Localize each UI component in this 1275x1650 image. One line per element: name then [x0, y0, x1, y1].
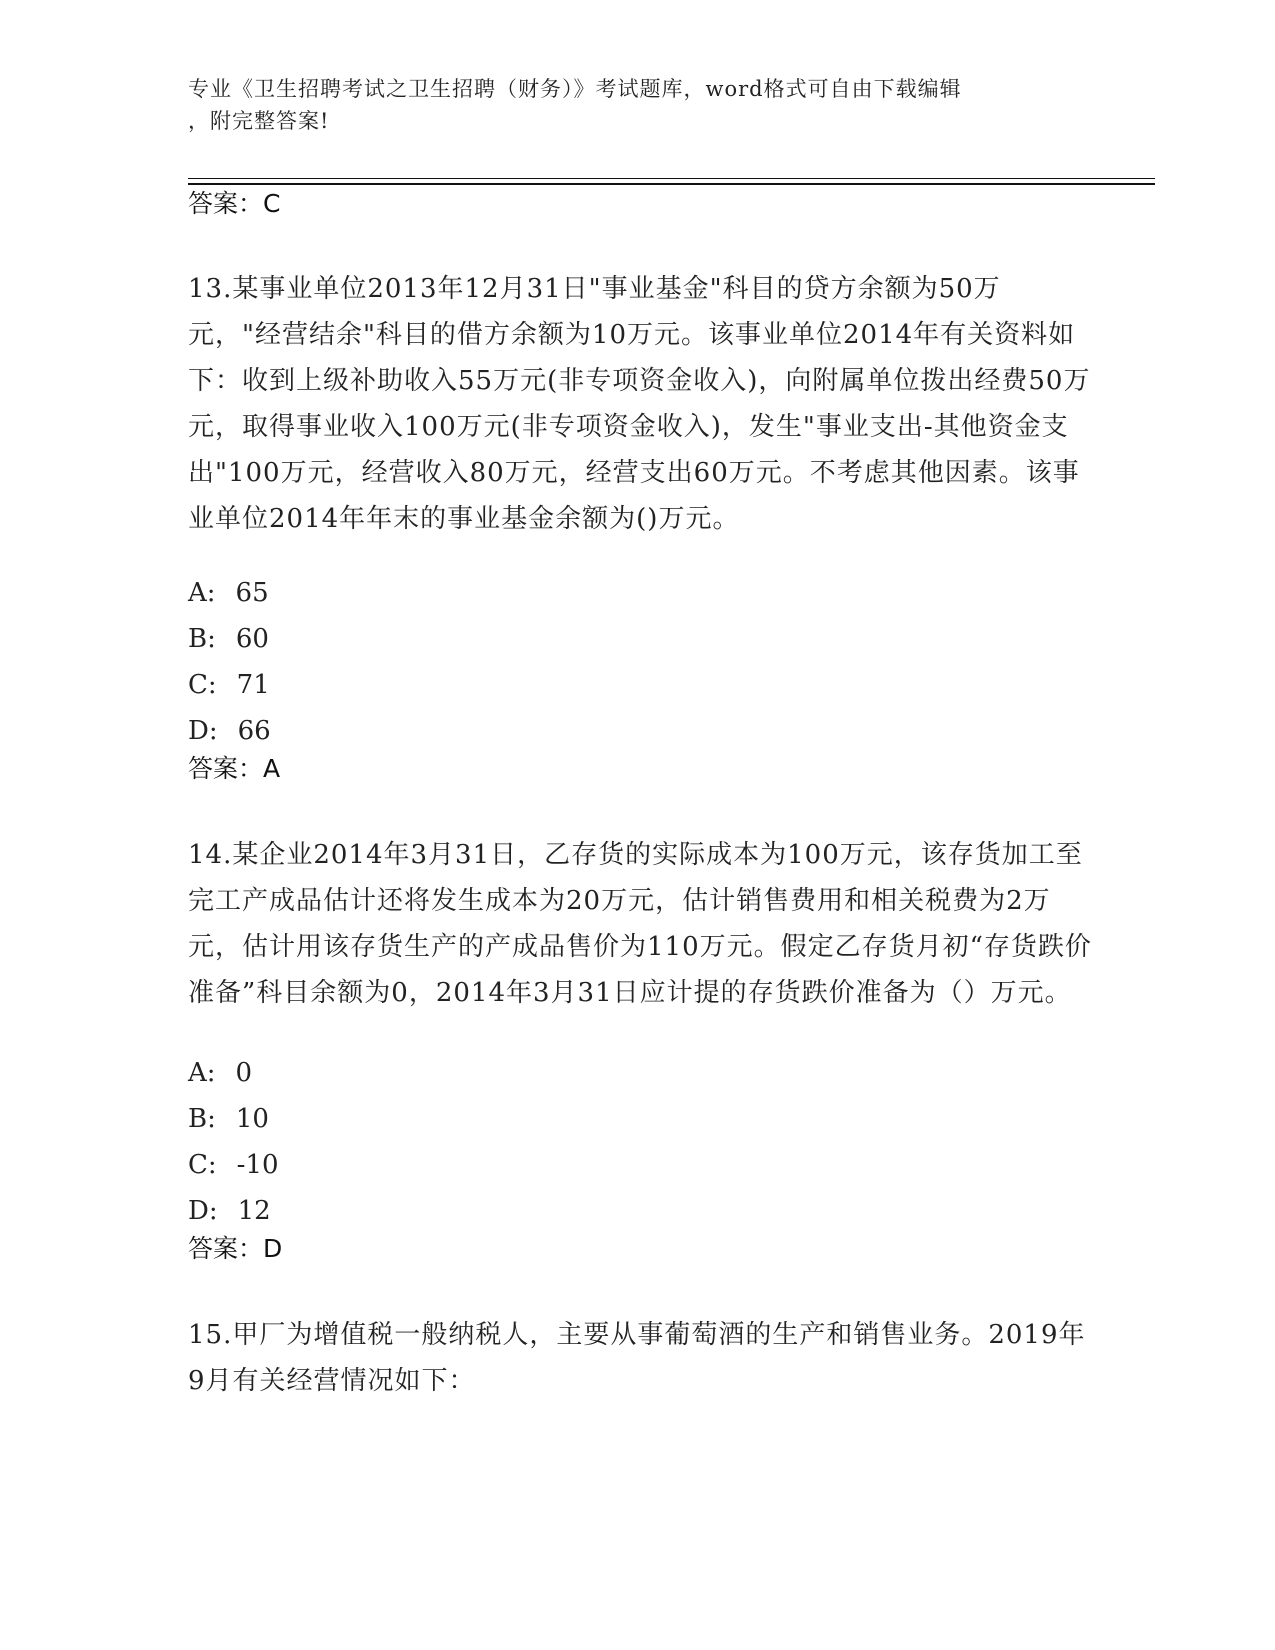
header-line-1: 专业《卫生招聘考试之卫生招聘（财务）》考试题库，word格式可自由下载编辑 — [188, 77, 962, 101]
answer-13: 答案：A — [188, 754, 281, 783]
question-13-text: 13.某事业单位2013年12月31日"事业基金"科目的贷方余额为50万元，"经营结余"科目的借方余额为10万元。该事业单位2014年有关资料如下：收到上级补助收入55万元(非专项资金收入)，向附属单位拨出经费50万元，取得事业收入100万元(非专项资金收入)，发生"事业支出-其他资金支出"100万元，经营收入80万元，经营支出60万元。不考虑其他因素。该事业单位2014年年末的事业基金余额为()万元。 — [188, 274, 1091, 534]
answer-14: 答案：D — [188, 1234, 283, 1263]
option-c: C: -10 — [188, 1150, 279, 1180]
option-d: D: 66 — [188, 716, 271, 746]
question-15-text: 15.甲厂为增值税一般纳税人，主要从事葡萄酒的生产和销售业务。2019年9月有关经营情况如下： — [188, 1320, 1086, 1396]
header-line-2: ，附完整答案! — [188, 109, 330, 133]
option-c: C: 71 — [188, 670, 270, 700]
document-header — [188, 73, 1088, 137]
question-14-options — [188, 1050, 279, 1234]
option-d: D: 12 — [188, 1196, 271, 1226]
option-a: A: 0 — [188, 1058, 253, 1088]
answer-previous: 答案：C — [188, 189, 281, 218]
option-a: A: 65 — [188, 578, 269, 608]
option-b: B: 60 — [188, 624, 269, 654]
question-14-text: 14.某企业2014年3月31日，乙存货的实际成本为100万元，该存货加工至完工产成品估计还将发生成本为20万元，估计销售费用和相关税费为2万元，估计用该存货生产的产成品售价为110万元。假定乙存货月初“存货跌价准备”科目余额为0，2014年3月31日应计提的存货跌价准备为（）万元。 — [188, 840, 1092, 1008]
header-divider-thick — [188, 183, 1155, 185]
option-b: B: 10 — [188, 1104, 269, 1134]
header-divider-thin — [188, 178, 1155, 179]
question-13-options — [188, 570, 271, 754]
